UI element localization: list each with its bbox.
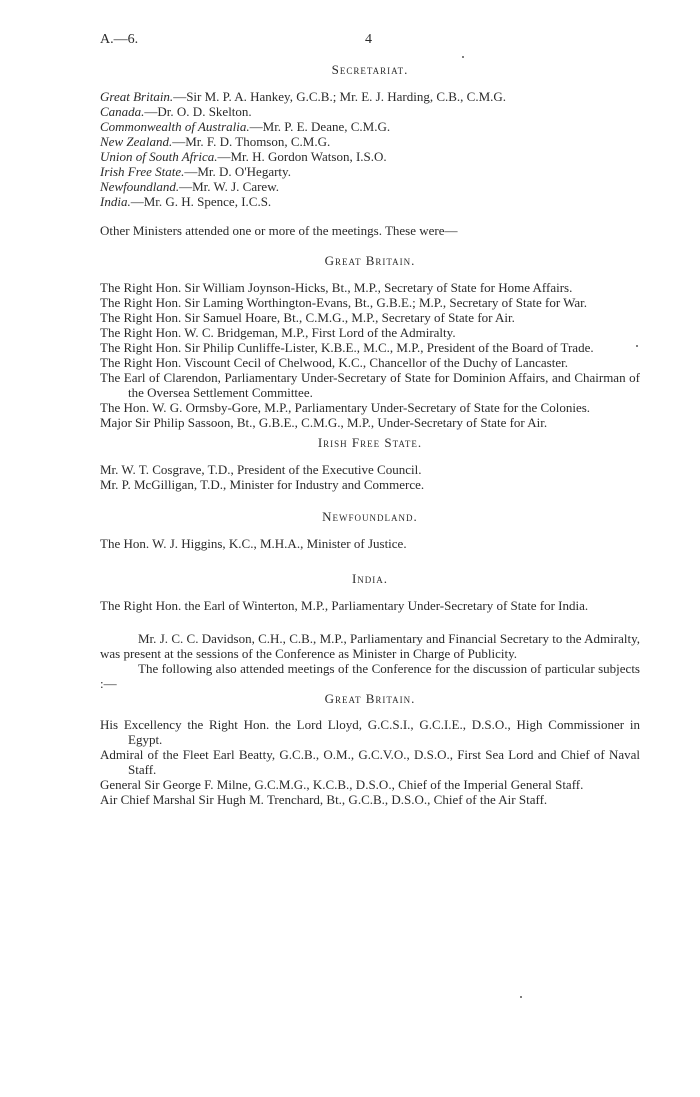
secretariat-line-australia bbox=[100, 119, 640, 134]
minister-entry: The Hon. W. G. Ormsby-Gore, M.P., Parliamentary Under-Secretary of State for the Colonies. bbox=[100, 400, 591, 415]
attendee-entry: His Excellency the Right Hon. the Lord Lloyd, G.C.S.I., G.C.I.E., D.S.O., High Commissioner in Egypt. bbox=[100, 717, 640, 747]
print-speck bbox=[462, 56, 464, 58]
secretariat-member: —Mr. G. H. Spence, I.C.S. bbox=[130, 194, 272, 209]
secretariat-member: —Mr. H. Gordon Watson, I.S.O. bbox=[217, 149, 387, 164]
minister-entry: Mr. P. McGilligan, T.D., Minister for Industry and Commerce. bbox=[100, 477, 425, 492]
country-name: Irish Free State. bbox=[100, 164, 185, 179]
secretariat-member: —Dr. O. D. Skelton. bbox=[144, 104, 252, 119]
country-name: New Zealand. bbox=[100, 134, 173, 149]
great-britain-heading-2: Great Britain. bbox=[324, 691, 416, 706]
minister-entry: The Right Hon. Sir William Joynson-Hicks, Bt., M.P., Secretary of State for Home Affairs. bbox=[100, 280, 573, 295]
attendee-entry: Air Chief Marshal Sir Hugh M. Trenchard, Bt., G.C.B., D.S.O., Chief of the Air Staff. bbox=[100, 792, 548, 807]
page-body bbox=[100, 62, 640, 807]
irish-free-state-heading: Irish Free State. bbox=[317, 435, 423, 450]
secretariat-member: —Mr. F. D. Thomson, C.M.G. bbox=[172, 134, 331, 149]
particular-subjects-note: The following also attended meetings of the Conference for the discussion of particular subjects :— bbox=[100, 661, 640, 691]
publicity-note: Mr. J. C. C. Davidson, C.H., C.B., M.P., Parliamentary and Financial Secretary to the Admiralty, was present at the sessions of the Conference as Minister in Charge of Publicity. bbox=[100, 631, 640, 661]
other-ministers-intro: Other Ministers attended one or more of the meetings. These were— bbox=[100, 223, 458, 238]
country-name: Great Britain. bbox=[100, 89, 174, 104]
minister-entry: The Right Hon. Sir Laming Worthington-Evans, Bt., G.B.E.; M.P., Secretary of State for War. bbox=[100, 295, 588, 310]
secretariat-line-south-africa bbox=[100, 149, 640, 164]
secretariat-line-new-zealand bbox=[100, 134, 640, 149]
secretariat-line-india bbox=[100, 194, 640, 209]
document-reference: A.—6. bbox=[100, 32, 139, 47]
country-name: India. bbox=[100, 194, 131, 209]
secretariat-line-irish-free-state bbox=[100, 164, 640, 179]
minister-entry: The Earl of Clarendon, Parliamentary Under-Secretary of State for Dominion Affairs, and Chairman of the Oversea Settlement Committee. bbox=[100, 370, 640, 400]
secretariat-heading: Secretariat. bbox=[331, 62, 409, 77]
secretariat-line-great-britain bbox=[100, 89, 640, 104]
minister-entry: The Right Hon. Sir Samuel Hoare, Bt., C.M.G., M.P., Secretary of State for Air. bbox=[100, 310, 515, 325]
minister-entry: Major Sir Philip Sassoon, Bt., G.B.E., C.M.G., M.P., Under-Secretary of State for Air. bbox=[100, 415, 548, 430]
minister-entry: The Right Hon. Sir Philip Cunliffe-Lister, K.B.E., M.C., M.P., President of the Board of Trade. bbox=[100, 340, 594, 355]
minister-entry: The Right Hon. the Earl of Winterton, M.P., Parliamentary Under-Secretary of State for India. bbox=[100, 598, 589, 613]
great-britain-heading: Great Britain. bbox=[324, 253, 416, 268]
country-name: Newfoundland. bbox=[100, 179, 180, 194]
minister-entry: The Right Hon. W. C. Bridgeman, M.P., First Lord of the Admiralty. bbox=[100, 325, 456, 340]
india-heading: India. bbox=[351, 571, 389, 586]
print-speck bbox=[636, 345, 638, 347]
country-name: Union of South Africa. bbox=[100, 149, 218, 164]
minister-entry: Mr. W. T. Cosgrave, T.D., President of the Executive Council. bbox=[100, 462, 422, 477]
secretariat-member: —Mr. P. E. Deane, C.M.G. bbox=[249, 119, 391, 134]
secretariat-member: —Sir M. P. A. Hankey, G.C.B.; Mr. E. J. Harding, C.B., C.M.G. bbox=[173, 89, 507, 104]
print-speck bbox=[520, 996, 522, 998]
country-name: Canada. bbox=[100, 104, 145, 119]
attendee-entry: Admiral of the Fleet Earl Beatty, G.C.B., O.M., G.C.V.O., D.S.O., First Sea Lord and Chief of Naval Staff. bbox=[100, 747, 640, 777]
newfoundland-heading: Newfoundland. bbox=[322, 509, 418, 524]
secretariat-member: —Mr. D. O'Hegarty. bbox=[184, 164, 291, 179]
secretariat-list bbox=[100, 89, 640, 209]
page-header bbox=[100, 32, 640, 52]
page-number: 4 bbox=[365, 32, 372, 47]
minister-entry: The Right Hon. Viscount Cecil of Chelwood, K.C., Chancellor of the Duchy of Lancaster. bbox=[100, 355, 568, 370]
secretariat-line-newfoundland bbox=[100, 179, 640, 194]
minister-entry: The Hon. W. J. Higgins, K.C., M.H.A., Minister of Justice. bbox=[100, 536, 407, 551]
secretariat-member: —Mr. W. J. Carew. bbox=[179, 179, 279, 194]
attendee-entry: General Sir George F. Milne, G.C.M.G., K.C.B., D.S.O., Chief of the Imperial General Staff. bbox=[100, 777, 584, 792]
secretariat-line-canada bbox=[100, 104, 640, 119]
country-name: Commonwealth of Australia. bbox=[100, 119, 250, 134]
